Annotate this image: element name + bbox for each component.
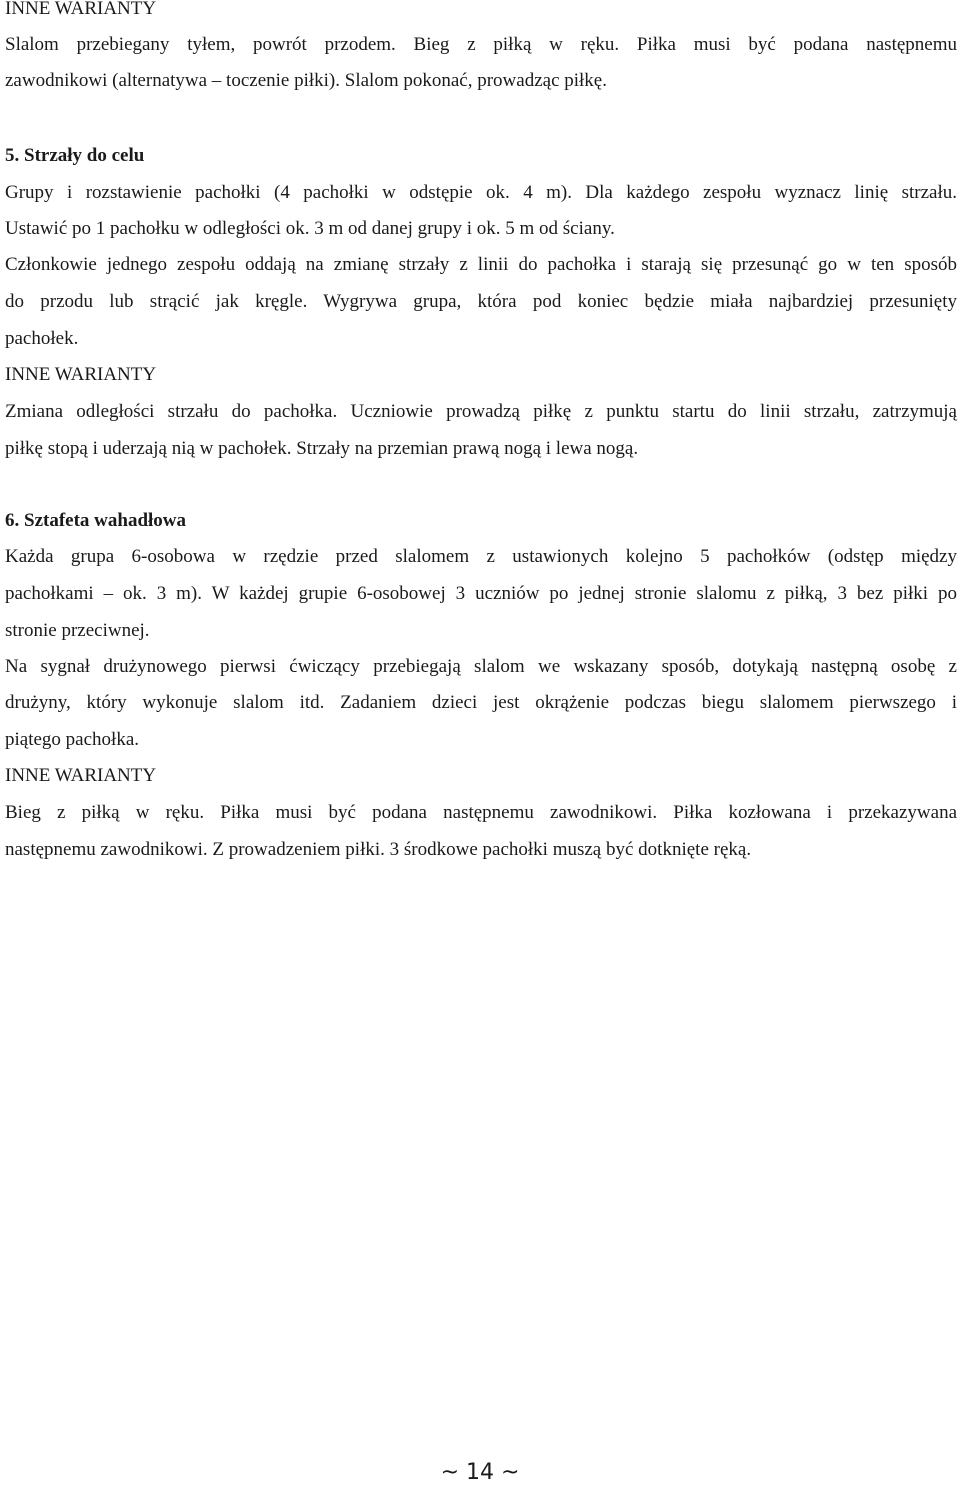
- paragraph-line: piątego pachołka.: [5, 729, 140, 750]
- section-heading: 5. Strzały do celu: [5, 145, 145, 166]
- paragraph-line: Grupy i rozstawienie pachołki (4 pachołki w odstępie ok. 4 m). Dla każdego zespołu wyznacz linię strzału.: [5, 182, 957, 203]
- page-number: ~ 14 ~: [440, 1460, 520, 1485]
- variant-label: INNE WARIANTY: [5, 364, 157, 385]
- section-heading: 6. Sztafeta wahadłowa: [5, 510, 187, 531]
- paragraph-line: drużyny, który wykonuje slalom itd. Zadaniem dzieci jest okrążenie podczas biegu slalomem pierwszego i: [5, 692, 957, 713]
- paragraph-line: pachołek.: [5, 328, 79, 349]
- paragraph-line: Slalom przebiegany tyłem, powrót przodem. Bieg z piłką w ręku. Piłka musi być podana następnemu: [5, 34, 957, 55]
- paragraph-line: pachołkami – ok. 3 m). W każdej grupie 6-osobowej 3 uczniów po jednej stronie slalomu z piłką, 3 bez piłki po: [5, 583, 957, 604]
- paragraph-line: Na sygnał drużynowego pierwsi ćwiczący przebiegają slalom we wskazany sposób, dotykają następną osobę z: [5, 656, 957, 677]
- paragraph-line: stronie przeciwnej.: [5, 620, 150, 641]
- paragraph-line: Członkowie jednego zespołu oddają na zmianę strzały z linii do pachołka i starają się przesunąć go w ten sposób: [5, 254, 957, 275]
- paragraph-line: zawodnikowi (alternatywa – toczenie piłki). Slalom pokonać, prowadząc piłkę.: [5, 70, 607, 91]
- paragraph-line: do przodu lub strącić jak kręgle. Wygrywa grupa, która pod koniec będzie miała najbardziej przesunięty: [5, 291, 957, 312]
- paragraph-line: Bieg z piłką w ręku. Piłka musi być podana następnemu zawodnikowi. Piłka kozłowana i przekazywana: [5, 802, 957, 823]
- paragraph-line: piłkę stopą i uderzają nią w pachołek. Strzały na przemian prawą nogą i lewa nogą.: [5, 438, 639, 459]
- variant-label: INNE WARIANTY: [5, 0, 157, 19]
- paragraph-line: Zmiana odległości strzału do pachołka. Uczniowie prowadzą piłkę z punktu startu do linii strzału, zatrzymują: [5, 401, 957, 422]
- paragraph-line: Każda grupa 6-osobowa w rzędzie przed slalomem z ustawionych kolejno 5 pachołków (odstęp między: [5, 546, 957, 567]
- paragraph-line: Ustawić po 1 pachołku w odległości ok. 3 m od danej grupy i ok. 5 m od ściany.: [5, 218, 615, 239]
- variant-label: INNE WARIANTY: [5, 765, 157, 786]
- paragraph-line: następnemu zawodnikowi. Z prowadzeniem piłki. 3 środkowe pachołki muszą być dotknięte ręką.: [5, 839, 752, 860]
